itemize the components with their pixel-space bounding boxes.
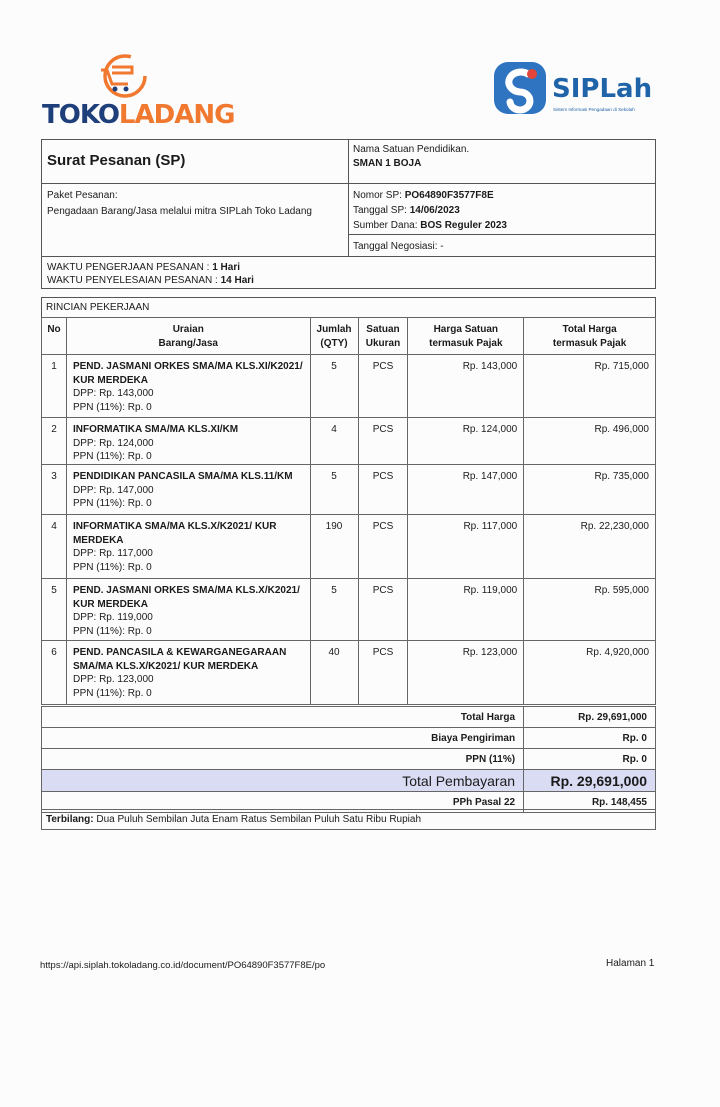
total-pembayaran-label: Total Pembayaran bbox=[42, 770, 524, 792]
waktu-pengerjaan-value: 1 Hari bbox=[212, 262, 241, 273]
terbilang-label: Terbilang: bbox=[46, 814, 94, 825]
table-row bbox=[42, 355, 656, 418]
row-qty: 5 bbox=[310, 355, 358, 418]
terbilang-value: Dua Puluh Sembilan Juta Enam Ratus Sembilan Puluh Satu Ribu Rupiah bbox=[93, 814, 422, 825]
summary-table bbox=[41, 706, 656, 813]
row-no: 3 bbox=[42, 465, 67, 515]
col-header-uraian-line1: Uraian bbox=[172, 324, 204, 335]
row-price: Rp. 117,000 bbox=[408, 515, 524, 579]
row-total: Rp. 22,230,000 bbox=[524, 515, 656, 579]
col-header-total-line1: Total Harga bbox=[562, 324, 617, 335]
biaya-label: Biaya Pengiriman bbox=[42, 728, 524, 749]
item-ppn: PPN (11%): Rp. 0 bbox=[72, 401, 152, 413]
sumber-dana-label: Sumber Dana: bbox=[353, 220, 421, 231]
item-dpp: DPP: Rp. 119,000 bbox=[72, 612, 153, 623]
item-ppn: PPN (11%): Rp. 0 bbox=[72, 451, 152, 462]
row-price: Rp. 119,000 bbox=[408, 579, 524, 641]
siplah-tagline: Sistem Informasi Pengadaan di Sekolah bbox=[553, 107, 635, 112]
item-ppn: PPN (11%): Rp. 0 bbox=[72, 561, 152, 573]
col-header-harga bbox=[408, 318, 524, 355]
row-qty: 5 bbox=[310, 579, 358, 641]
row-unit: PCS bbox=[358, 515, 408, 579]
row-price: Rp. 143,000 bbox=[408, 355, 524, 418]
row-unit: PCS bbox=[358, 355, 408, 418]
info-divider-vertical bbox=[348, 139, 349, 256]
document-url: https://api.siplah.tokoladang.co.id/document/PO64890F3577F8E/po bbox=[40, 960, 326, 971]
row-uraian bbox=[66, 418, 310, 465]
rincian-label: RINCIAN PEKERJAAN bbox=[46, 302, 150, 313]
row-unit: PCS bbox=[358, 641, 408, 705]
item-name: PENDIDIKAN PANCASILA SMA/MA KLS.11/KM bbox=[72, 471, 293, 482]
row-qty: 5 bbox=[310, 465, 358, 515]
page-title: Surat Pesanan (SP) bbox=[47, 152, 186, 169]
nomor-sp bbox=[353, 189, 494, 202]
waktu-penyelesaian bbox=[47, 274, 254, 287]
info-divider-2 bbox=[348, 234, 656, 235]
summary-row-biaya bbox=[42, 728, 656, 749]
biaya-value: Rp. 0 bbox=[524, 728, 656, 749]
ppn-value: Rp. 0 bbox=[524, 749, 656, 770]
row-uraian bbox=[66, 465, 310, 515]
col-header-harga-line1: Harga Satuan bbox=[433, 324, 499, 335]
satuan-label: Nama Satuan Pendidikan. bbox=[353, 144, 470, 155]
total-harga-value: Rp. 29,691,000 bbox=[524, 707, 656, 728]
row-unit: PCS bbox=[358, 465, 408, 515]
item-ppn: PPN (11%): Rp. 0 bbox=[72, 498, 152, 509]
col-header-jumlah bbox=[310, 318, 358, 355]
waktu-pengerjaan-label: WAKTU PENGERJAAN PESANAN : bbox=[47, 262, 213, 273]
row-unit: PCS bbox=[358, 418, 408, 465]
row-uraian bbox=[66, 641, 310, 705]
item-name: PEND. PANCASILA & KEWARGANEGARAAN SMA/MA KLS.X/K2021/ KUR MERDEKA bbox=[72, 647, 287, 672]
brand-part-ladang: LADANG bbox=[118, 100, 235, 130]
info-divider-3 bbox=[41, 256, 656, 257]
col-header-total bbox=[524, 318, 656, 355]
table-row bbox=[42, 418, 656, 465]
row-qty: 190 bbox=[310, 515, 358, 579]
col-header-uraian bbox=[66, 318, 310, 355]
paket-value: Pengadaan Barang/Jasa melalui mitra SIPLah Toko Ladang bbox=[47, 206, 312, 217]
item-dpp: DPP: Rp. 123,000 bbox=[72, 674, 154, 685]
total-pembayaran-value: Rp. 29,691,000 bbox=[524, 770, 656, 792]
table-row bbox=[42, 579, 656, 641]
tanggal-sp-value: 14/06/2023 bbox=[409, 205, 460, 216]
col-header-satuan-line2: Ukuran bbox=[365, 338, 401, 349]
item-ppn: PPN (11%): Rp. 0 bbox=[72, 687, 152, 699]
items-table bbox=[41, 317, 656, 705]
pph-value: Rp. 148,455 bbox=[524, 792, 656, 813]
row-uraian bbox=[66, 579, 310, 641]
summary-row-ppn bbox=[42, 749, 656, 770]
row-total: Rp. 4,920,000 bbox=[524, 641, 656, 705]
row-no: 5 bbox=[42, 579, 67, 641]
row-total: Rp. 715,000 bbox=[524, 355, 656, 418]
row-total: Rp. 735,000 bbox=[524, 465, 656, 515]
col-header-no bbox=[42, 318, 67, 355]
sumber-dana-value: BOS Reguler 2023 bbox=[420, 220, 507, 231]
row-uraian bbox=[66, 355, 310, 418]
siplah-wordmark: SIPLah bbox=[552, 74, 653, 104]
item-dpp: DPP: Rp. 124,000 bbox=[72, 437, 154, 449]
summary-row-total-pembayaran bbox=[42, 770, 656, 792]
row-qty: 40 bbox=[310, 641, 358, 705]
table-header-row bbox=[42, 318, 656, 355]
col-header-total-line2: termasuk Pajak bbox=[552, 338, 627, 349]
row-total: Rp. 496,000 bbox=[524, 418, 656, 465]
item-dpp: DPP: Rp. 147,000 bbox=[72, 484, 154, 496]
terbilang bbox=[41, 809, 656, 830]
col-header-satuan-line1: Satuan bbox=[366, 324, 400, 335]
row-no: 6 bbox=[42, 641, 67, 705]
info-divider-1 bbox=[41, 183, 656, 184]
col-header-jumlah-line1: Jumlah bbox=[316, 324, 352, 335]
row-no: 4 bbox=[42, 515, 67, 579]
waktu-pengerjaan bbox=[47, 261, 240, 274]
siplah-logo bbox=[492, 60, 662, 120]
item-name: PEND. JASMANI ORKES SMA/MA KLS.X/K2021/ KUR MERDEKA bbox=[72, 585, 300, 610]
col-header-satuan bbox=[358, 318, 408, 355]
table-row bbox=[42, 515, 656, 579]
item-ppn: PPN (11%): Rp. 0 bbox=[72, 625, 152, 637]
sumber-dana bbox=[353, 219, 507, 232]
item-dpp: DPP: Rp. 117,000 bbox=[72, 548, 153, 559]
col-header-uraian-line2: Barang/Jasa bbox=[158, 338, 218, 349]
siplah-s-icon bbox=[492, 60, 548, 116]
row-price: Rp. 123,000 bbox=[408, 641, 524, 705]
brand-part-toko: TOKO bbox=[42, 100, 119, 130]
table-row bbox=[42, 641, 656, 705]
row-no: 2 bbox=[42, 418, 67, 465]
satuan-value: SMAN 1 BOJA bbox=[353, 158, 422, 169]
nomor-sp-label: Nomor SP: bbox=[353, 190, 405, 201]
row-qty: 4 bbox=[310, 418, 358, 465]
table-row bbox=[42, 465, 656, 515]
paket-label: Paket Pesanan: bbox=[47, 190, 118, 201]
cart-icon bbox=[97, 52, 149, 100]
item-name: INFORMATIKA SMA/MA KLS.XI/KM bbox=[72, 424, 239, 435]
nomor-sp-value: PO64890F3577F8E bbox=[404, 190, 494, 201]
row-price: Rp. 147,000 bbox=[408, 465, 524, 515]
row-uraian bbox=[66, 515, 310, 579]
col-header-no-label: No bbox=[47, 324, 61, 335]
ppn-label: PPN (11%) bbox=[42, 749, 524, 770]
tokoladang-logo bbox=[42, 50, 235, 130]
tanggal-sp-label: Tanggal SP: bbox=[353, 205, 410, 216]
total-harga-label: Total Harga bbox=[42, 707, 524, 728]
summary-row-total-harga bbox=[42, 707, 656, 728]
row-total: Rp. 595,000 bbox=[524, 579, 656, 641]
waktu-penyelesaian-label: WAKTU PENYELESAIAN PESANAN : bbox=[47, 275, 221, 286]
pph-label: PPh Pasal 22 bbox=[42, 792, 524, 813]
tokoladang-wordmark bbox=[42, 100, 234, 130]
item-name: INFORMATIKA SMA/MA KLS.X/K2021/ KUR MERDEKA bbox=[72, 521, 277, 546]
item-name: PEND. JASMANI ORKES SMA/MA KLS.XI/K2021/ KUR MERDEKA bbox=[72, 361, 303, 386]
waktu-penyelesaian-value: 14 Hari bbox=[220, 275, 254, 286]
col-header-harga-line2: termasuk Pajak bbox=[429, 338, 503, 349]
tanggal-negosiasi: Tanggal Negosiasi: - bbox=[353, 241, 444, 252]
item-dpp: DPP: Rp. 143,000 bbox=[72, 388, 154, 399]
row-no: 1 bbox=[42, 355, 67, 418]
row-price: Rp. 124,000 bbox=[408, 418, 524, 465]
page-number: Halaman 1 bbox=[606, 958, 655, 969]
col-header-jumlah-line2: (QTY) bbox=[320, 338, 348, 349]
row-unit: PCS bbox=[358, 579, 408, 641]
tanggal-sp bbox=[353, 204, 460, 217]
